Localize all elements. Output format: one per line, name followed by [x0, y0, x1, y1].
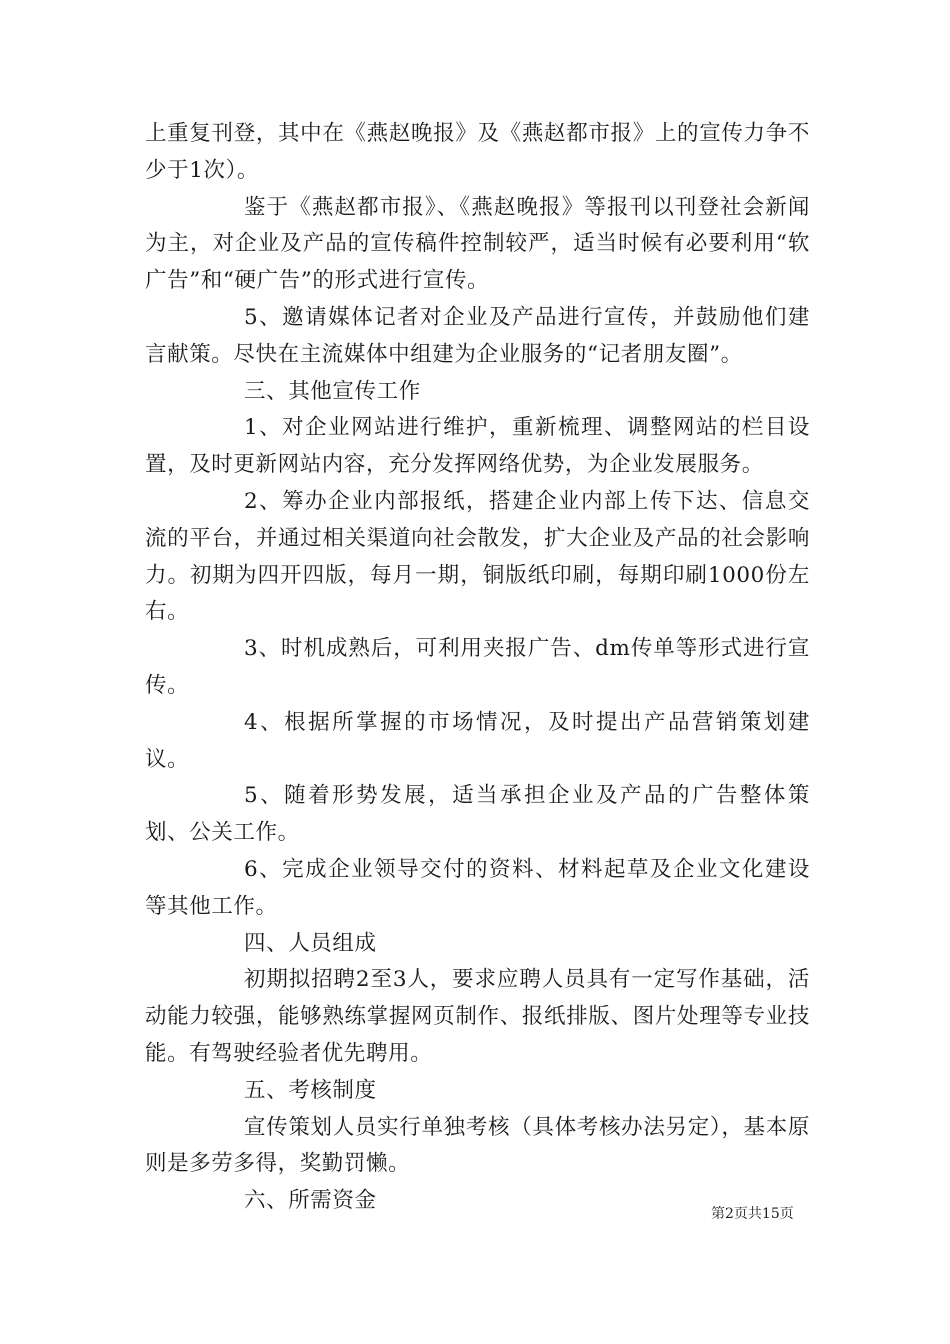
paragraph-item-2-newspaper: 2、筹办企业内部报纸，搭建企业内部上传下达、信息交流的平台，并通过相关渠道向社会散发，扩大企业及产品的社会影响力。初期为四开四版，每月一期，铜版纸印刷，每期印刷1000份左右。: [145, 488, 810, 625]
paragraph-media-note: 鉴于《燕赵都市报》、《燕赵晚报》等报刊以刊登社会新闻为主，对企业及产品的宣传稿件控制较严，适当时候有必要利用“软广告”和“硬广告”的形式进行宣传。: [145, 194, 810, 294]
section-heading-3: 三、其他宣传工作: [244, 378, 421, 404]
page-number-label: 第2页共15页: [711, 1206, 794, 1222]
paragraph-continuation: 上重复刊登，其中在《燕赵晚报》及《燕赵都市报》上的宣传力争不少于1次）。: [145, 121, 810, 183]
paragraph-item-3-ads: 3、时机成熟后，可利用夹报广告、dm传单等形式进行宣传。: [145, 636, 810, 698]
paragraph-item-4-marketing: 4、根据所掌握的市场情况，及时提出产品营销策划建议。: [145, 709, 810, 772]
paragraph-assessment: 宣传策划人员实行单独考核（具体考核办法另定），基本原则是多劳多得，奖勤罚懒。: [145, 1114, 810, 1177]
section-heading-5: 五、考核制度: [244, 1077, 377, 1103]
paragraph-item-5-pr: 5、随着形势发展，适当承担企业及产品的广告整体策划、公关工作。: [145, 783, 810, 846]
section-heading-6: 六、所需资金: [244, 1188, 377, 1214]
document-body: [145, 116, 810, 1220]
section-heading-4: 四、人员组成: [244, 930, 377, 956]
paragraph-item-6-other: 6、完成企业领导交付的资料、材料起草及企业文化建设等其他工作。: [145, 856, 810, 919]
paragraph-item-5-journalists: 5、邀请媒体记者对企业及产品进行宣传，并鼓励他们建言献策。尽快在主流媒体中组建为企业服务的“记者朋友圈”。: [145, 304, 810, 367]
paragraph-staffing: 初期拟招聘2至3人，要求应聘人员具有一定写作基础，活动能力较强，能够熟练掌握网页制作、报纸排版、图片处理等专业技能。有驾驶经验者优先聘用。: [145, 967, 810, 1066]
paragraph-item-1-website: 1、对企业网站进行维护，重新梳理、调整网站的栏目设置，及时更新网站内容，充分发挥网络优势，为企业发展服务。: [145, 415, 810, 478]
